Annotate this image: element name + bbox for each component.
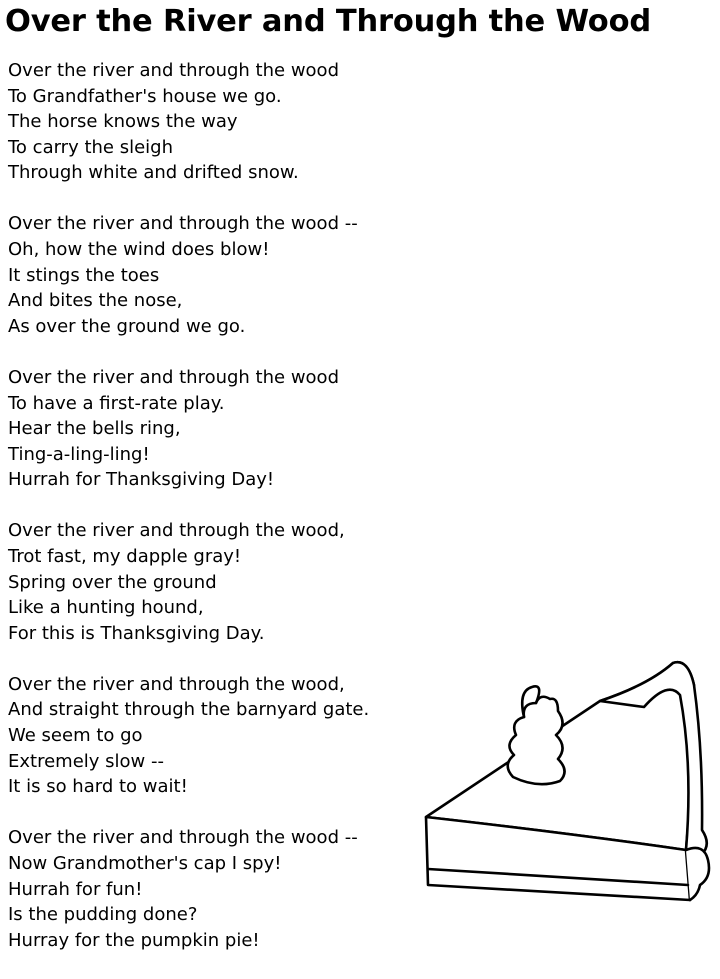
pumpkin-pie-slice-icon — [418, 655, 718, 915]
lyrics — [8, 58, 428, 979]
lyric-line: We seem to go — [8, 725, 143, 747]
lyric-line: For this is Thanksgiving Day. — [8, 622, 265, 644]
stanza-1 — [8, 58, 428, 186]
whipped-cream-topping — [508, 697, 565, 784]
lyric-line: Hurray for the pumpkin pie! — [8, 929, 260, 951]
stanza-6 — [8, 825, 428, 953]
lyric-line: Through white and drifted snow. — [8, 162, 299, 184]
lyric-line: And bites the nose, — [8, 290, 183, 312]
lyric-line: Ting-a-ling-ling! — [8, 443, 150, 465]
lyric-line: Over the river and through the wood, — [8, 673, 345, 695]
stanza-2 — [8, 211, 428, 339]
lyric-line: Over the river and through the wood -- — [8, 213, 358, 235]
lyric-line: Hurrah for Thanksgiving Day! — [8, 469, 275, 491]
lyric-line: Now Grandmother's cap I spy! — [8, 852, 282, 874]
lyric-line: Extremely slow -- — [8, 750, 164, 772]
lyric-line: Like a hunting hound, — [8, 597, 204, 619]
stanza-5 — [8, 672, 428, 800]
lyric-line: Hurrah for fun! — [8, 878, 143, 900]
lyric-line: It is so hard to wait! — [8, 776, 188, 798]
lyric-line: And straight through the barnyard gate. — [8, 699, 370, 721]
lyric-line: Over the river and through the wood -- — [8, 827, 358, 849]
lyric-line: It stings the toes — [8, 264, 160, 286]
stanza-4 — [8, 518, 428, 646]
lyric-line: Is the pudding done? — [8, 904, 198, 926]
lyric-line: As over the ground we go. — [8, 315, 246, 337]
lyric-line: To Grandfather's house we go. — [8, 85, 282, 107]
pie-crust-end — [686, 848, 709, 900]
lyric-line: The horse knows the way — [8, 111, 238, 133]
song-title: Over the River and Through the Wood — [5, 4, 651, 39]
lyric-line: Spring over the ground — [8, 571, 217, 593]
lyric-line: Over the river and through the wood, — [8, 520, 345, 542]
lyric-line: Oh, how the wind does blow! — [8, 239, 270, 261]
lyric-line: To carry the sleigh — [8, 136, 174, 158]
lyric-line: Over the river and through the wood — [8, 60, 339, 81]
lyric-line: Hear the bells ring, — [8, 418, 181, 440]
lyric-line: To have a first-rate play. — [8, 392, 225, 414]
lyric-line: Trot fast, my dapple gray! — [8, 546, 242, 567]
stanza-3 — [8, 365, 428, 493]
lyric-line: Over the river and through the wood — [8, 366, 339, 388]
